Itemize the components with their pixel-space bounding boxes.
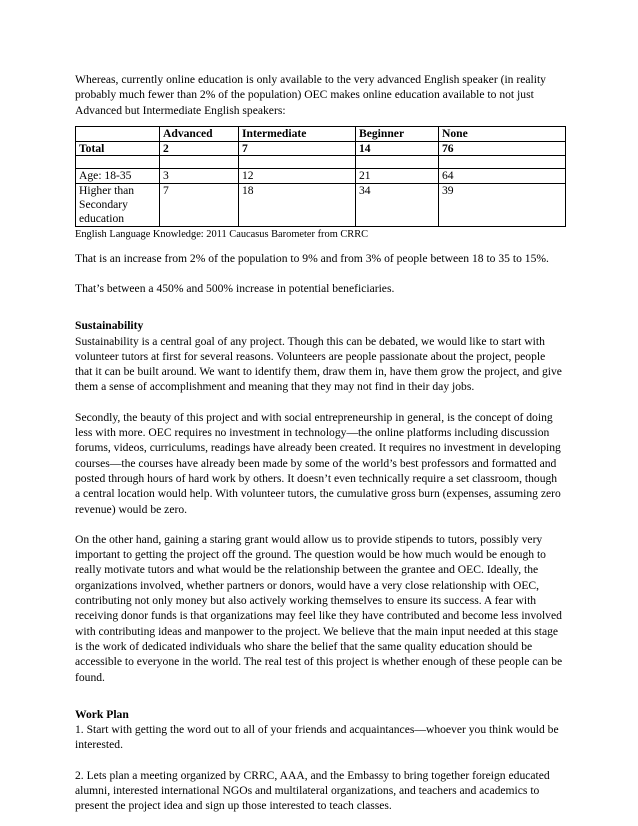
table-cell bbox=[76, 156, 160, 169]
intro-paragraph: Whereas, currently online education is only available to the very advanced English speaker (in reality probably much fewer than 2% of the population) OEC makes online education available to not just Advanced but Intermediate English speakers: bbox=[75, 73, 546, 117]
work-plan-item-2: 2. Lets plan a meeting organized by CRRC, AAA, and the Embassy to bring together foreign educated alumni, interested international NGOs and multilateral organizations, and teachers and academics to present the project idea and sign up those interested to teach classes. bbox=[75, 768, 550, 813]
table-cell: Age: 18-35 bbox=[76, 169, 160, 184]
table-total-row bbox=[76, 141, 566, 156]
table-source: English Language Knowledge: 2011 Caucasus Barometer from CRRC bbox=[75, 228, 369, 240]
table-header-none: None bbox=[439, 126, 566, 141]
work-plan-item-1: 1. Start with getting the word out to all of your friends and acquaintances—whoever you think would be interested. bbox=[75, 723, 559, 752]
table-empty-row bbox=[76, 156, 566, 169]
table-cell: 21 bbox=[356, 169, 439, 184]
sustainability-heading: Sustainability bbox=[75, 319, 144, 333]
table-cell bbox=[160, 156, 239, 169]
work-plan-heading: Work Plan bbox=[75, 707, 129, 721]
sustainability-paragraph-2: Secondly, the beauty of this project and with social entrepreneurship in general, is the concept of doing less with more. OEC requires no investment in technology—the online platforms including discussion forums, videos, curriculums, readings have already been created. It requires no investment in developing courses—the courses have already been made by some of the world’s best professors and formatted and posted through hours of hard work by others. It doesn’t even technically require a set classroom, though a central location would help. With volunteer tutors, the cumulative gross burn (expenses, assuming zero revenue) would be zero. bbox=[75, 410, 561, 516]
table-cell: 39 bbox=[439, 184, 566, 226]
table-cell: Higher than Secondary education bbox=[76, 184, 160, 226]
sustainability-paragraph-3: On the other hand, gaining a staring grant would allow us to provide stipends to tutors, possibly very important to getting the project off the ground. The question would be how much would be enough to really motivate tutors and what would be the relationship between the grantee and OEC. Ideally, the organizations involved, whether partners or donors, would have a very close relationship with OEC, contributing not only money but also actively working themselves to ensure its success. A fear with receiving donor funds is that organizations may feel like they have contributed and become less involved with contributing ideas and manpower to the project. We believe that the main input needed at this stage is the work of dedicated individuals who share the belief that the same quality education should be accessible to everyone in the world. The real test of this project is whether enough of these people can be found. bbox=[75, 532, 563, 684]
table-cell bbox=[76, 126, 160, 141]
table-cell: 2 bbox=[160, 141, 239, 156]
table-cell bbox=[239, 156, 356, 169]
beneficiaries-paragraph: That’s between a 450% and 500% increase in potential beneficiaries. bbox=[75, 281, 395, 295]
table-cell bbox=[356, 156, 439, 169]
table-cell: 64 bbox=[439, 169, 566, 184]
table-header-row bbox=[76, 126, 566, 141]
table-row bbox=[76, 184, 566, 226]
sustainability-paragraph-1: Sustainability is a central goal of any project. Though this can be debated, we would like to start with volunteer tutors at first for several reasons. Volunteers are people passionate about the project, people that it can be built around. We want to identify them, draw them in, have them grow the project, and give them a sense of accomplishment and meaning that they may not find in their day jobs. bbox=[75, 334, 562, 394]
table-cell: 3 bbox=[160, 169, 239, 184]
table-cell: 14 bbox=[356, 141, 439, 156]
increase-paragraph: That is an increase from 2% of the population to 9% and from 3% of people between 18 to 35 to 15%. bbox=[75, 251, 549, 265]
table-cell: 76 bbox=[439, 141, 566, 156]
table-header-beginner: Beginner bbox=[356, 126, 439, 141]
table-row bbox=[76, 169, 566, 184]
table-header-advanced: Advanced bbox=[160, 126, 239, 141]
table-cell: 34 bbox=[356, 184, 439, 226]
document-page bbox=[75, 72, 565, 814]
english-knowledge-table bbox=[75, 126, 566, 227]
table-cell: Total bbox=[76, 141, 160, 156]
table-header-intermediate: Intermediate bbox=[239, 126, 356, 141]
table-cell: 18 bbox=[239, 184, 356, 226]
table-cell bbox=[439, 156, 566, 169]
table-cell: 7 bbox=[160, 184, 239, 226]
table-cell: 7 bbox=[239, 141, 356, 156]
table-cell: 12 bbox=[239, 169, 356, 184]
